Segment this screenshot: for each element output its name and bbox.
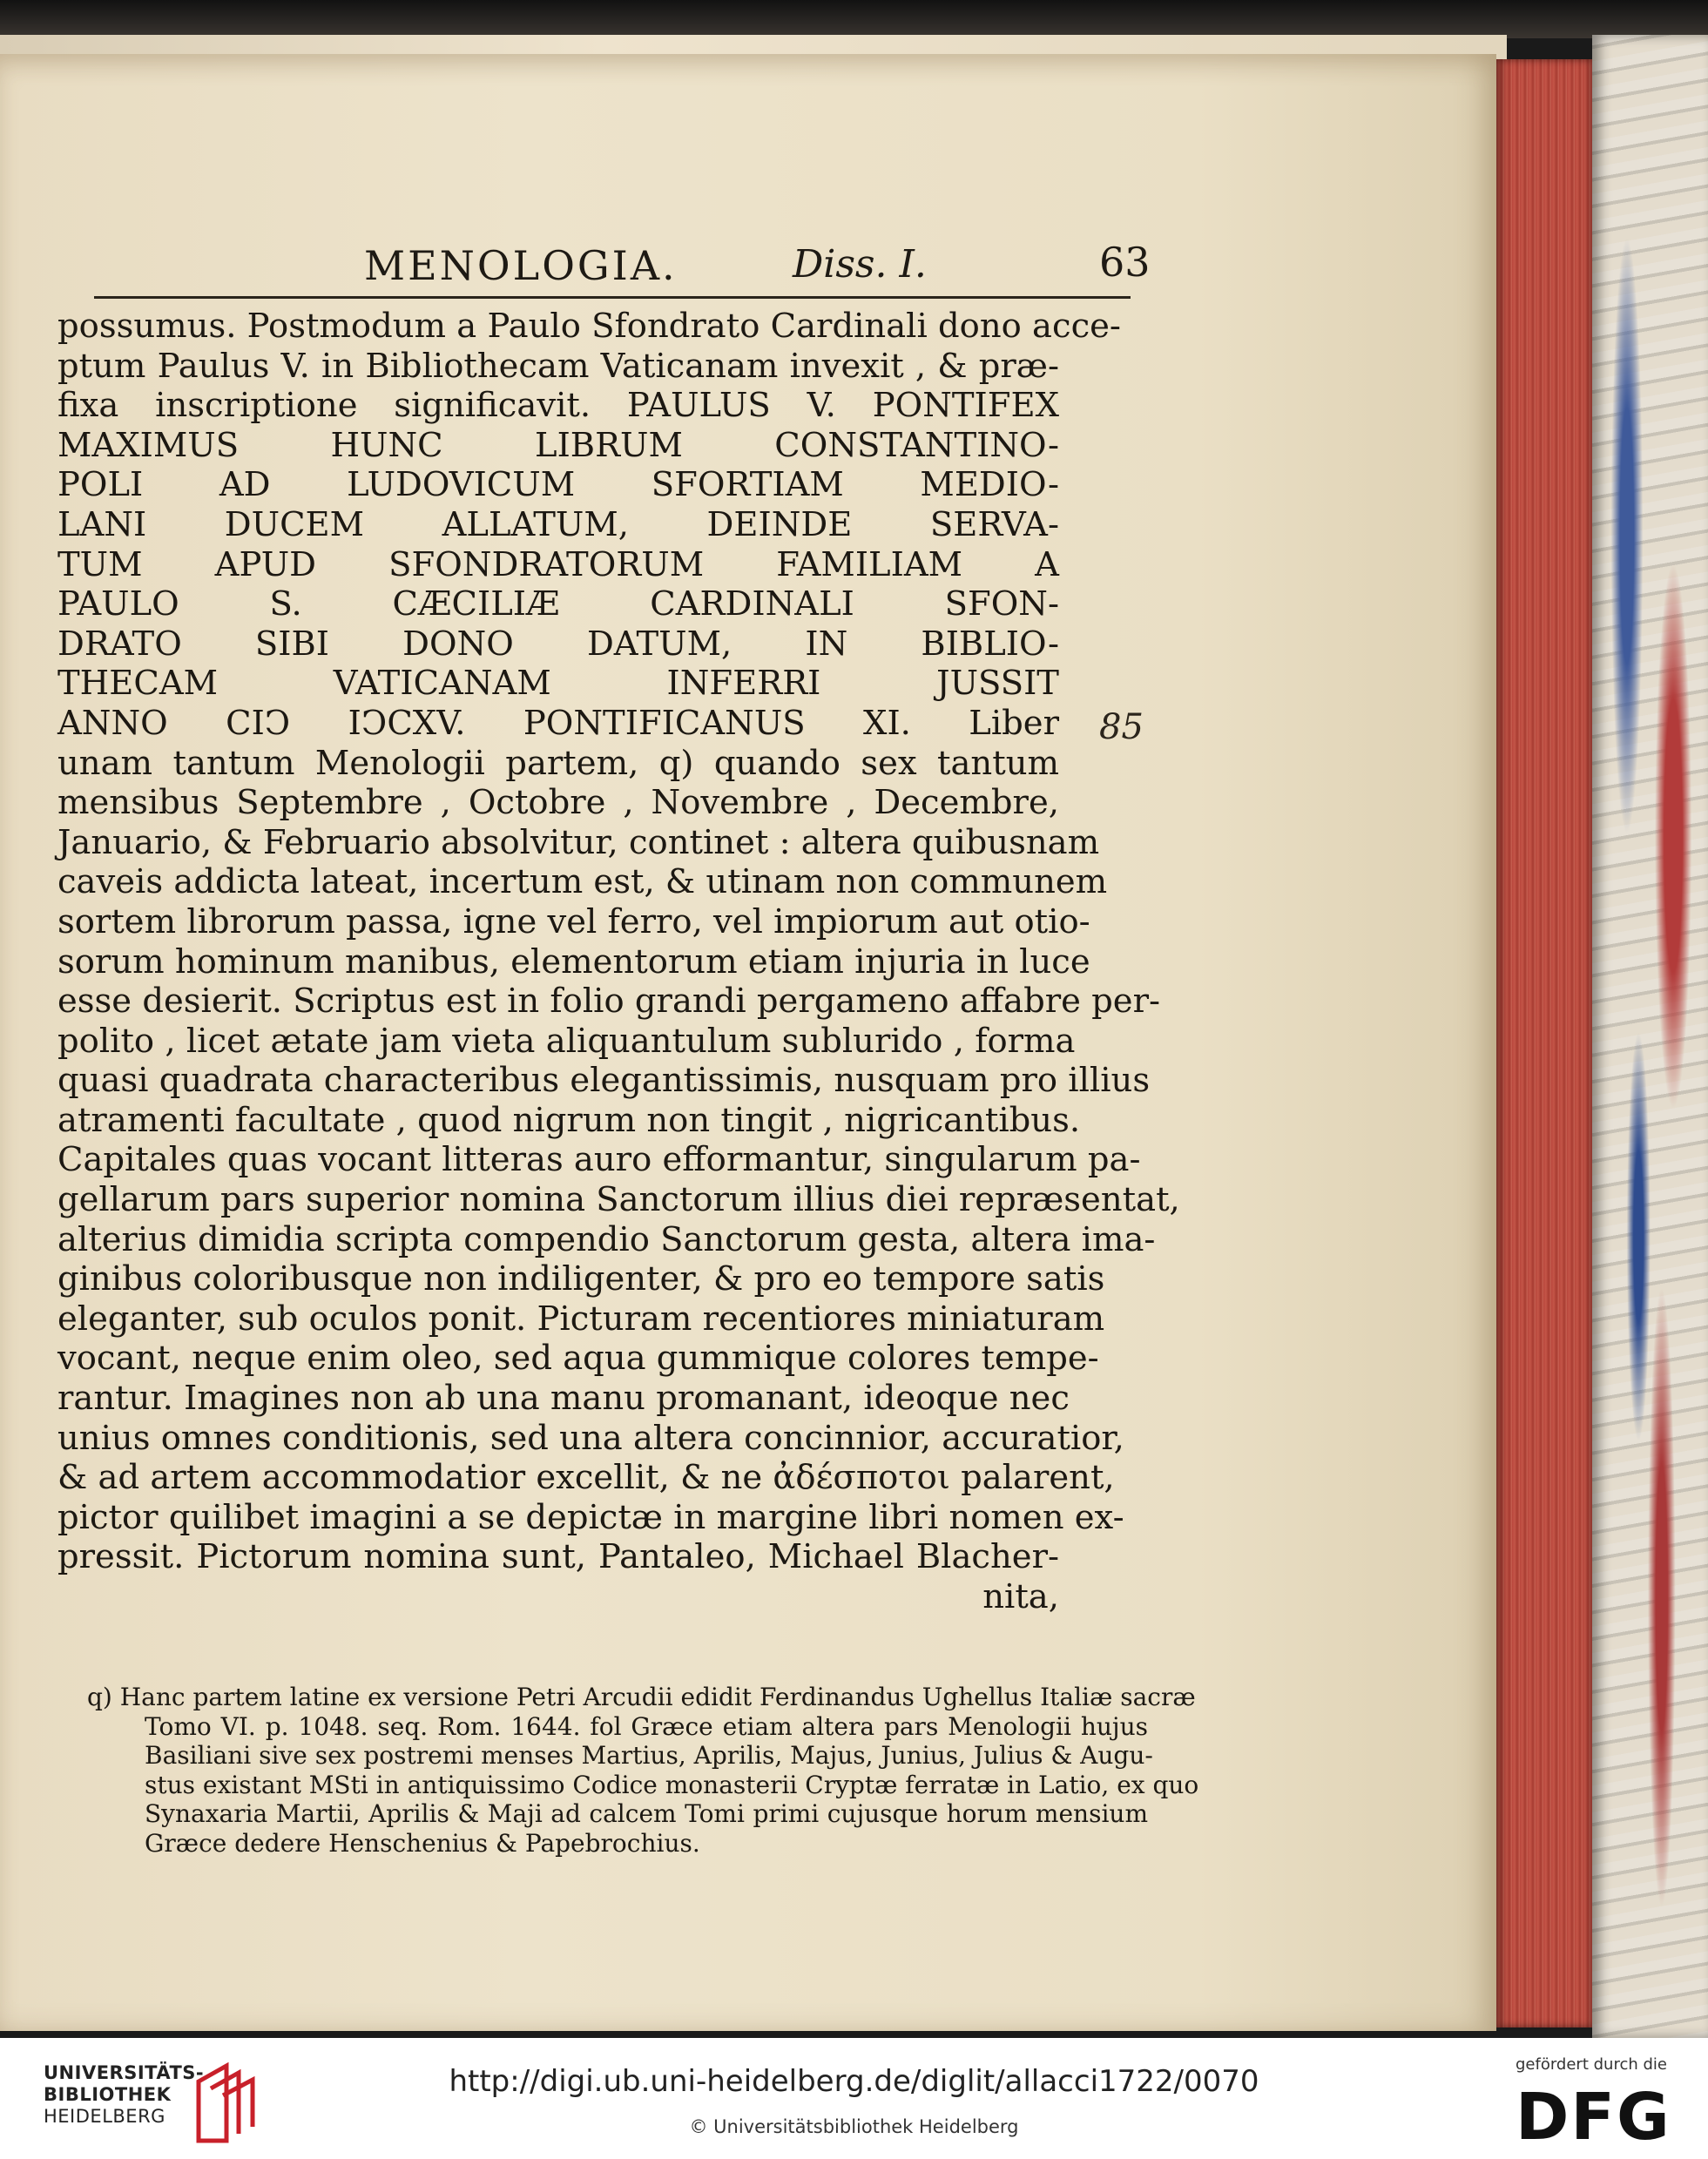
margin-number: 85 [1099,707,1144,747]
body-line: fixa inscriptione significavit. PAULUS V. PONTIFEX [57,386,1059,426]
copyright-text: © Universitätsbibliothek Heidelberg [689,2116,1019,2137]
body-line: gellarum pars superior nomina Sanctorum illius diei repræsentat, [57,1180,1180,1220]
header-title: MENOLOGIA. [364,242,678,289]
body-line: alterius dimidia scripta compendio Sanctorum gesta, altera ima- [57,1219,1156,1259]
body-line: eleganter, sub oculos ponit. Picturam recentiores miniaturam [57,1299,1105,1339]
body-line: mensibus Septembre , Octobre , Novembre , Decembre, [57,783,1059,823]
footnote [87,1683,1199,1858]
body-line: & ad artem accommodatior excellit, & ne ἀδέσποτοι palarent, [57,1458,1115,1498]
body-line: ANNO CIↃ IↃCXV. PONTIFICANUS XI. Liber [57,703,1059,743]
body-line: sorum hominum manibus, elementorum etiam injuria in luce [57,941,1090,982]
body-line: PAULO S. CÆCILIÆ CARDINALI SFON- [57,584,1059,624]
body-line: sortem librorum passa, igne vel ferro, vel impiorum aut otio- [57,901,1090,941]
body-line: rantur. Imagines non ab una manu promanant, ideoque nec [57,1379,1070,1419]
book-cover-shadow [0,0,1708,38]
dfg-mark: DFG [1516,2080,1671,2155]
page-number: 63 [1099,239,1151,286]
header-rule [94,296,1131,299]
body-line: ptum Paulus V. in Bibliothecam Vaticanam invexit , & præ- [57,346,1059,386]
red-page-edges [1496,59,1592,2027]
library-name-line2: BIBLIOTHEK [44,2084,172,2105]
library-name-line1: UNIVERSITÄTS- [44,2062,205,2083]
body-line: caveis addicta lateat, incertum est, & utinam non communem [57,862,1108,902]
footnote-line: stus existant MSti in antiquissimo Codice monasterii Cryptæ ferratæ in Latio, ex quo [145,1770,1199,1799]
body-line: Januario, & Februario absolvitur, continet : altera quibusnam [57,822,1100,862]
viewer-footer [0,2038,1708,2159]
body-line: pictor quilibet imagini a se depictæ in margine libri nomen ex- [57,1497,1124,1537]
body-line: pressit. Pictorum nomina sunt, Pantaleo, Michael Blacher- [57,1537,1059,1577]
marbled-endpaper [1592,35,1708,2038]
body-line: THECAM VATICANAM INFERRI JUSSIT [57,664,1059,704]
header-section: Diss. I. [793,242,927,287]
body-line: DRATO SIBI DONO DATUM, IN BIBLIO- [57,624,1059,664]
body-line: LANI DUCEM ALLATUM, DEINDE SERVA- [57,504,1059,544]
book-page [0,54,1496,2031]
funding-note: gefördert durch die [1516,2055,1667,2074]
body-line: MAXIMUS HUNC LIBRUM CONSTANTINO- [57,425,1059,465]
body-line: esse desierit. Scriptus est in folio grandi pergameno affabre per- [57,982,1161,1022]
footnote-line: Græce dedere Henschenius & Papebrochius. [145,1828,700,1858]
footnote-line: Basiliani sive sex postremi menses Martius, Aprilis, Majus, Junius, Julius & Augu- [145,1741,1153,1770]
body-line: polito , licet ætate jam vieta aliquantulum sublurido , forma [57,1021,1076,1061]
body-line: possumus. Postmodum a Paulo Sfondrato Cardinali dono acce- [57,307,1121,346]
body-line: Capitales quas vocant litteras auro efformantur, singularum pa- [57,1140,1141,1180]
running-header [340,237,1151,289]
body-line: POLI AD LUDOVICUM SFORTIAM MEDIO- [57,465,1059,505]
body-line: unius omnes conditionis, sed una altera concinnior, accuratior, [57,1418,1124,1458]
library-name-line3: HEIDELBERG [44,2106,165,2127]
body-line: vocant, neque enim oleo, sed aqua gummique colores tempe- [57,1339,1099,1379]
body-line: TUM APUD SFONDRATORUM FAMILIAM A [57,544,1059,584]
catchword: nita, [982,1577,1059,1616]
footnote-line: Tomo VI. p. 1048. seq. Rom. 1644. fol Græce etiam altera pars Menologii hujus [145,1711,1148,1741]
footnote-line: Synaxaria Martii, Aprilis & Maji ad calcem Tomi primi cujusque horum mensium [145,1799,1148,1828]
footnote-line: q) Hanc partem latine ex versione Petri Arcudii edidit Ferdinandus Ughellus Italiæ sacræ [87,1683,1196,1711]
dfg-logo[interactable] [1516,2055,1690,2155]
body-line: atramenti facultate , quod nigrum non tingit , nigricantibus. [57,1100,1081,1140]
body-line: ginibus coloribusque non indiligenter, & pro eo tempore satis [57,1259,1105,1299]
body-line: quasi quadrata characteribus elegantissimis, nusquam pro illius [57,1061,1151,1101]
permalink-url[interactable]: http://digi.ub.uni-heidelberg.de/diglit/allacci1722/0070 [449,2064,1259,2099]
body-line: unam tantum Menologii partem, q) quando sex tantum [57,743,1059,783]
